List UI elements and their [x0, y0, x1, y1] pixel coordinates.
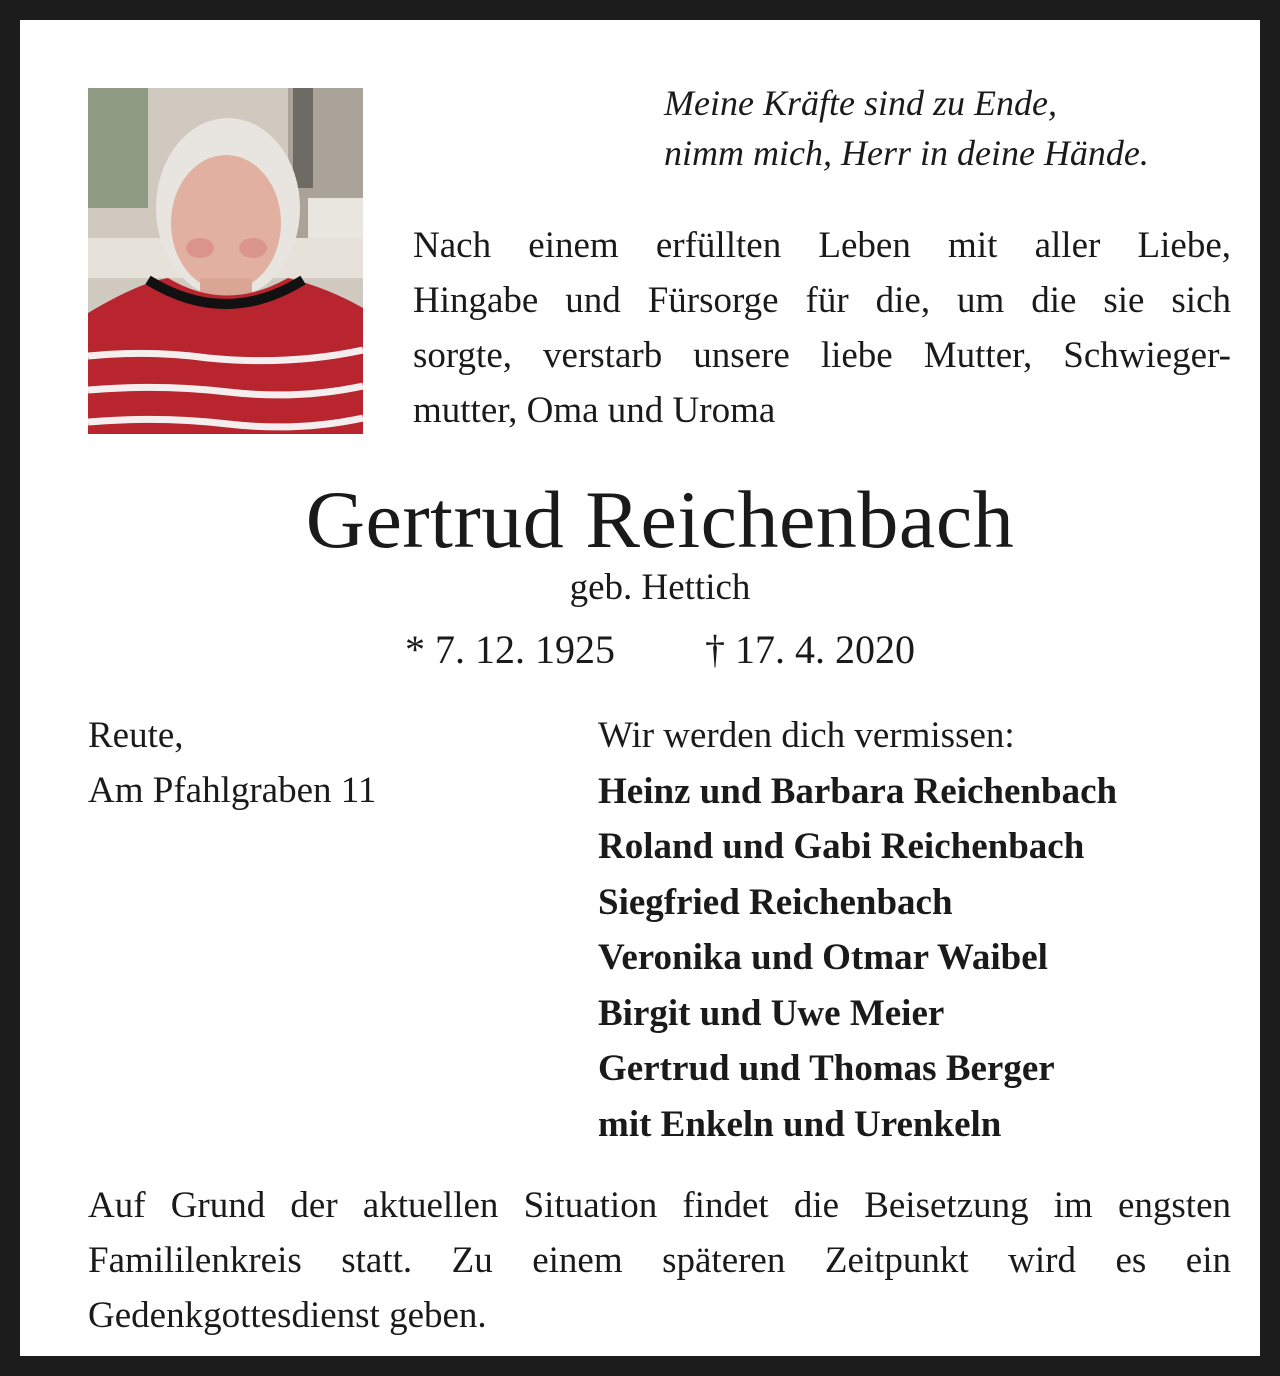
intro-line: sorgte, verstarb unsere liebe Mutter, Schwieger- [413, 335, 1231, 376]
survivors-intro: Wir werden dich vermissen: [598, 715, 1015, 756]
motto-line: nimm mich, Herr in deine Hände. [664, 133, 1149, 173]
birth-date: * 7. 12. 1925 [405, 627, 615, 672]
portrait-photo [88, 88, 363, 434]
motto-line: Meine Kräfte sind zu Ende, [664, 83, 1057, 123]
survivor-name: Heinz und Barbara Reichenbach [598, 770, 1118, 812]
survivor-name: Roland und Gabi Reichenbach [598, 826, 1085, 867]
intro-line: Nach einem erfüllten Leben mit aller Liebe, [413, 225, 1231, 266]
notice-line: Famililenkreis statt. Zu einem späteren Zeitpunkt wird es ein [88, 1240, 1231, 1281]
deceased-name: Gertrud Reichenbach [305, 474, 1015, 565]
intro-line: mutter, Oma und Uroma [413, 390, 776, 431]
address-block [88, 708, 568, 818]
funeral-notice [88, 1178, 1231, 1343]
survivors-block [598, 708, 1258, 1152]
death-date: † 17. 4. 2020 [705, 627, 915, 672]
motto-verse [620, 78, 1280, 178]
survivor-name: Veronika und Otmar Waibel [598, 937, 1048, 978]
life-dates [20, 624, 1280, 676]
survivor-name: Birgit und Uwe Meier [598, 992, 945, 1034]
survivor-name: Siegfried Reichenbach [598, 881, 953, 923]
address-line: Reute, [88, 715, 184, 756]
survivor-name: Gertrud und Thomas Berger [598, 1048, 1055, 1089]
notice-line: Gedenkgottesdienst geben. [88, 1295, 487, 1336]
address-line: Am Pfahlgraben 11 [88, 770, 377, 811]
notice-line: Auf Grund der aktuellen Situation findet die Beisetzung im engsten [88, 1185, 1231, 1226]
survivor-name: mit Enkeln und Urenkeln [598, 1103, 1002, 1145]
intro-line: Hingabe und Fürsorge für die, um die sie sich [413, 280, 1231, 321]
intro-text [413, 218, 1231, 438]
maiden-name: geb. Hettich [569, 567, 751, 608]
